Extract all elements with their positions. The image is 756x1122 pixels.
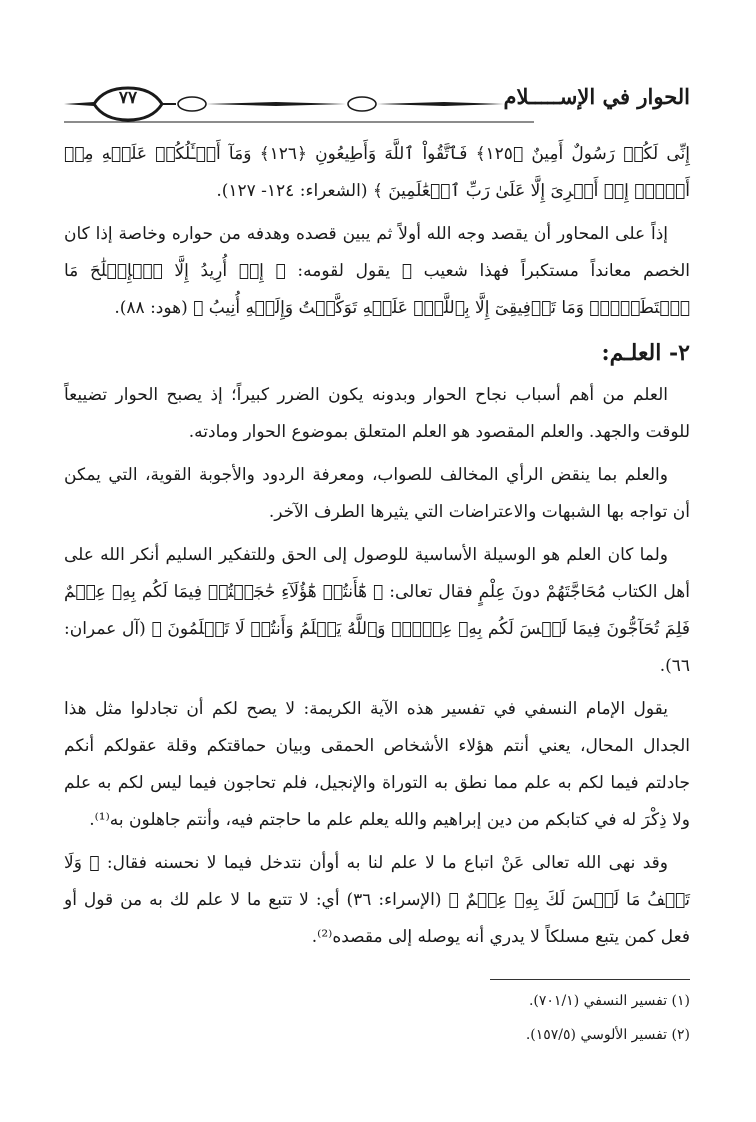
section-heading: ٢- العلـم: xyxy=(601,340,690,366)
body-paragraph: والعلم بما ينقض الرأي المخالف للصواب، ومعرفة الردود والأجوبة القوية، التي يمكن أن تواجه بها الشبهات والاعتراضات التي يثيرها الطرف الآخر. xyxy=(64,465,690,522)
body-paragraph: إذاً على المحاور أن يقصد وجه الله أولاً ثم يبين قصده وهدفه من حواره وخاصة إذا كان الخصم معانداً مستكبراً فهذا شعيب ﷺ يقول لقومه: ﴿ إِنۡ أُرِيدُ إِلَّا ٱلۡإِصۡلَٰحَ مَا ٱسۡتَطَعۡتُۚ وَمَا تَوۡفِيقِىٓ إِلَّا بِٱللَّهِۚ عَلَيۡهِ تَوَكَّلۡتُ وَإِلَيۡهِ أُنِيبُ ﴾ (هود: ٨٨). xyxy=(64,224,690,318)
body-paragraph: يقول الإمام النسفي في تفسير هذه الآية الكريمة: لا يصح لكم أن تجادلوا مثل هذا الجدال المحال، يعني أنتم هؤلاء الأشخاص الحمقى وبيان حماقتكم وقلة عقولكم أنكم جادلتم فيما لكم به علم مما نطق به التوراة والإنجيل، فلم تحاجون فيما ليس لكم به علم ولا ذِكْرَ له في كتابكم من دين إبراهيم والله يعلم علم ما حاجتم فيه، وأنتم جاهلون به⁽¹⁾. xyxy=(64,699,690,830)
body-paragraph: العلم من أهم أسباب نجاح الحوار وبدونه يكون الضرر كبيراً؛ إذ يصبح الحوار تضييعاً للوقت والجهد. والعلم المقصود هو العلم المتعلق بموضوع الحوار ومادته. xyxy=(64,385,690,442)
page-header xyxy=(64,82,690,132)
footnote: (٢) تفسير الألوسي (١٥٧/٥). xyxy=(525,1027,690,1043)
page-body xyxy=(64,136,690,962)
body-paragraph: وقد نهى الله تعالى عَنْ اتباع ما لا علم لنا به أوأن نتدخل فيما لا نحسنه فقال: ﴿ وَلَا تَقۡفُ مَا لَيۡسَ لَكَ بِهِۦ عِلۡمٌ ﴾ (الإسراء: ٣٦) أي: لا تتبع ما لا علم لك به من قول أو فعل كمن يتبع مسلكاً لا يدري أنه يوصله إلى مقصده⁽²⁾. xyxy=(64,853,690,947)
footnote: (١) تفسير النسفي (٧٠١/١). xyxy=(528,993,690,1009)
quran-verse-paragraph: إِنِّى لَكُمۡ رَسُولٌ أَمِينٌ ﴿١٢٥﴾ فَٱتَّقُواْ ٱللَّهَ وَأَطِيعُونِ ﴿١٢٦﴾ وَمَآ أَسۡـَٔلُكُمۡ عَلَيۡهِ مِنۡ أَجۡرٍۖ إِنۡ أَجۡرِىَ إِلَّا عَلَىٰ رَبِّ ٱلۡعَٰلَمِينَ ﴾ (الشعراء: ١٢٤- ١٢٧). xyxy=(64,144,690,201)
body-paragraph: ولما كان العلم هو الوسيلة الأساسية للوصول إلى الحق وللتفكير السليم أنكر الله على أهل الكتاب مُحَاجَّتَهُمْ دونَ عِلْمٍ فقال تعالى: ﴿ هَٰٓأَنتُمۡ هَٰٓؤُلَآءِ حَٰجَجۡتُمۡ فِيمَا لَكُم بِهِۦ عِلۡمٌ فَلِمَ تُحَآجُّونَ فِيمَا لَيۡسَ لَكُم بِهِۦ عِلۡمٌۚ وَٱللَّهُ يَعۡلَمُ وَأَنتُمۡ لَا تَعۡلَمُونَ ﴾ (آل عمران: ٦٦). xyxy=(64,545,690,676)
running-title: الحوار في الإســـــلام xyxy=(503,84,690,109)
footnotes xyxy=(64,982,690,1054)
footnote-divider xyxy=(490,979,690,980)
page-number: ٧٧ xyxy=(118,88,138,108)
